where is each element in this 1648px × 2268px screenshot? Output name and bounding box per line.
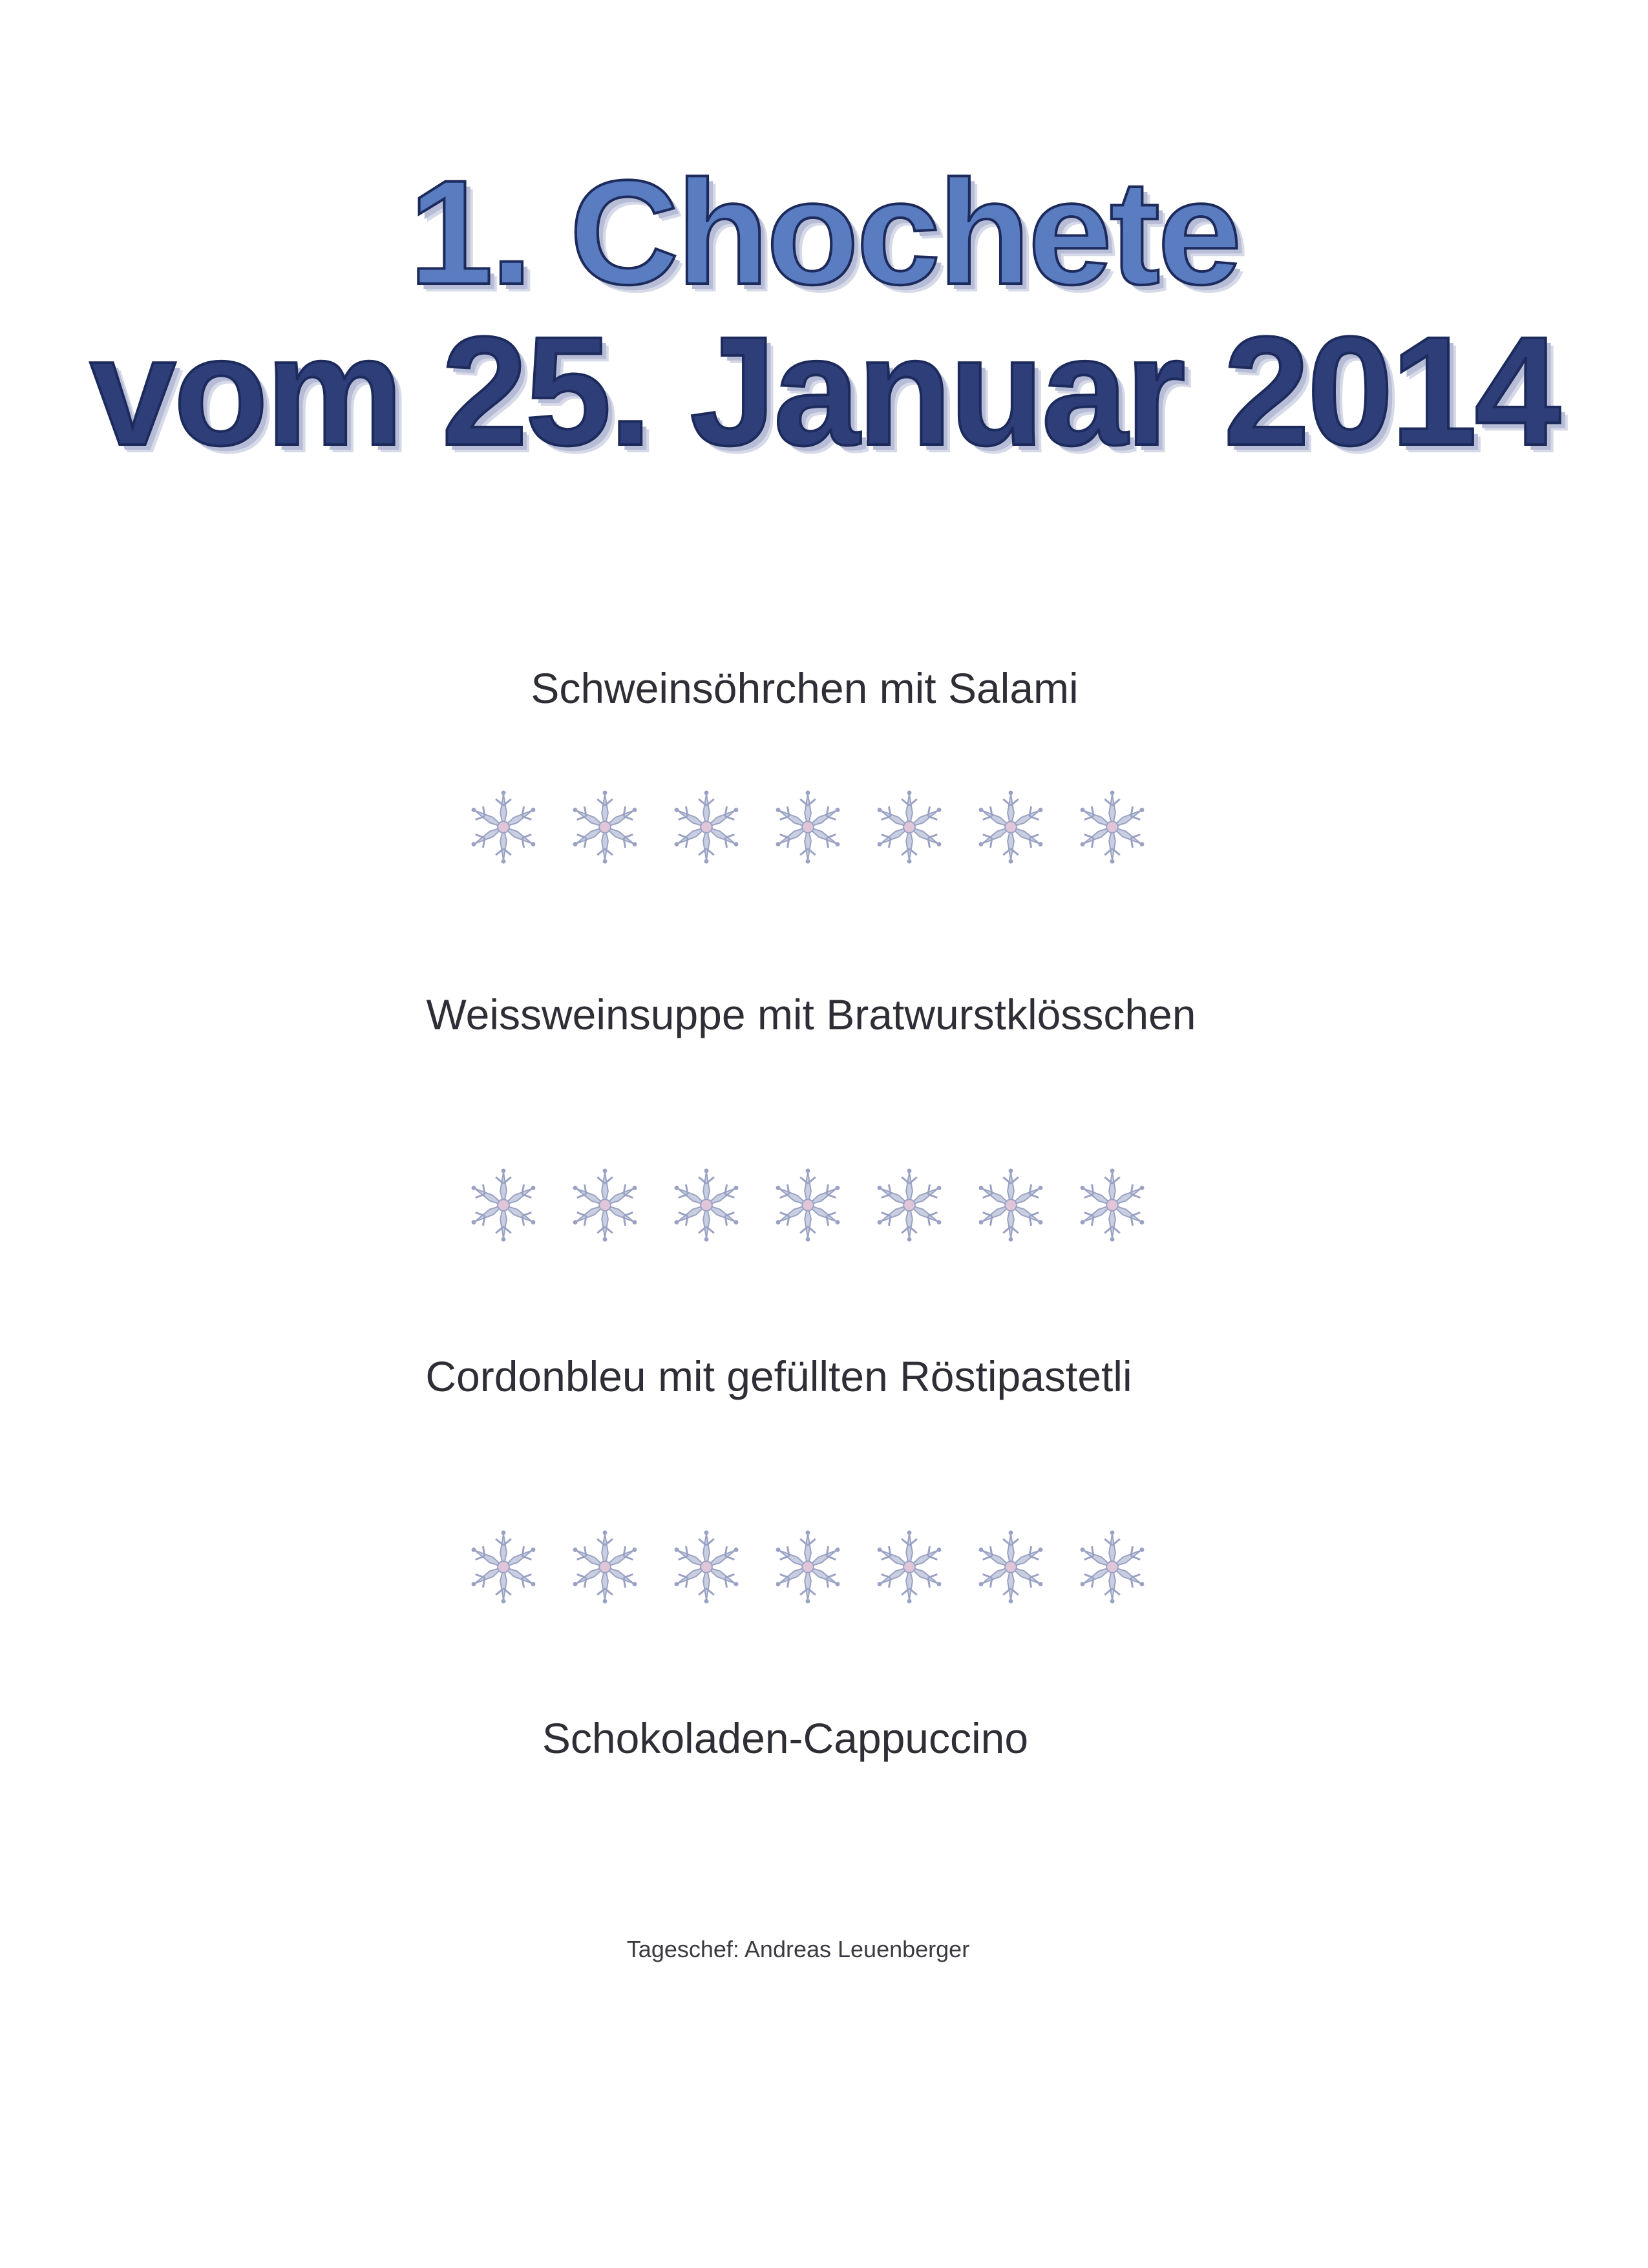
snowflake-icon — [973, 1529, 1049, 1605]
snowflake-icon — [1074, 1167, 1150, 1243]
course-4: Schokoladen-Cappuccino — [542, 1714, 1029, 1762]
snowflake-separator-2 — [465, 1163, 1150, 1247]
course-1: Schweinsöhrchen mit Salami — [531, 664, 1079, 712]
course-2: Weissweinsuppe mit Bratwurstklösschen — [426, 991, 1196, 1038]
course-3: Cordonbleu mit gefüllten Röstipastetli — [425, 1352, 1132, 1400]
snowflake-separator-3 — [465, 1525, 1150, 1609]
snowflake-icon — [465, 1167, 542, 1243]
snowflake-separator-1 — [465, 785, 1150, 869]
snowflake-icon — [1074, 789, 1150, 865]
snowflake-icon — [871, 1529, 947, 1605]
snowflake-icon — [770, 789, 846, 865]
title-line-2: vom 25. Januar 2014 — [89, 304, 1559, 478]
title-line-1: 1. Chochete — [408, 149, 1240, 315]
snowflake-icon — [1074, 1529, 1150, 1605]
snowflake-icon — [973, 1167, 1049, 1243]
snowflake-icon — [770, 1167, 846, 1243]
snowflake-icon — [871, 789, 947, 865]
snowflake-icon — [668, 1529, 745, 1605]
snowflake-icon — [465, 789, 542, 865]
snowflake-icon — [770, 1529, 846, 1605]
snowflake-icon — [567, 789, 643, 865]
chef-credit: Tageschef: Andreas Leuenberger — [626, 1936, 970, 1962]
snowflake-icon — [973, 789, 1049, 865]
snowflake-icon — [668, 1167, 745, 1243]
snowflake-icon — [567, 1167, 643, 1243]
snowflake-icon — [567, 1529, 643, 1605]
snowflake-icon — [668, 789, 745, 865]
snowflake-icon — [465, 1529, 542, 1605]
snowflake-icon — [871, 1167, 947, 1243]
